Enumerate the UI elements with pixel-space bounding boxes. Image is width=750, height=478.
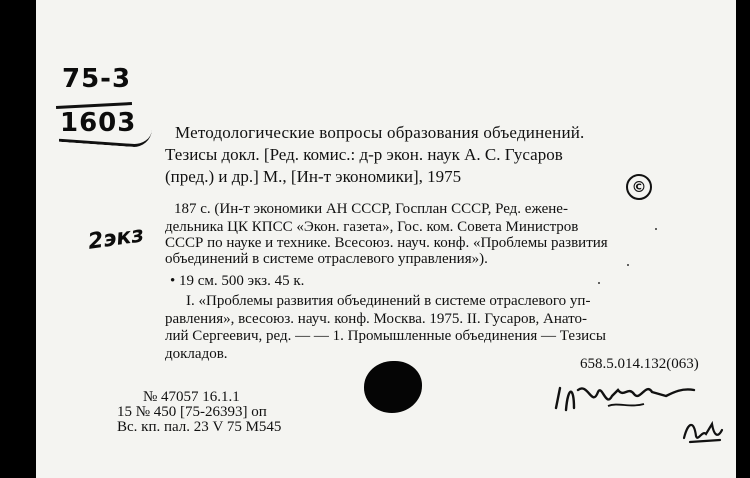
entry-line-3: (пред.) и др.] М., [Ин-т экономики], 1975 [165, 167, 462, 186]
scan-edge [736, 0, 750, 478]
footer-line-1: № 47057 16.1.1 [143, 389, 240, 405]
shelfmark-top: 75-3 [62, 64, 132, 94]
udc-code: 658.5.014.132(063) [580, 356, 699, 372]
entry-line-11: лий Сергеевич, ред. — — 1. Промышленные объединения — Тезисы [165, 328, 606, 344]
entry-line-4: 187 с. (Ин-т экономики АН СССР, Госплан СССР, Ред. еженe- [174, 201, 568, 217]
shelfmark-bottom: 1603 [60, 108, 137, 138]
shelfmark-underline [59, 105, 153, 148]
speck [655, 228, 657, 230]
entry-title: Методологические вопросы образования объединений. [175, 123, 585, 142]
entry-line-10: равления», всесоюз. науч. конф. Москва. 1975. II. Гусаров, Анато- [165, 311, 588, 327]
entry-line-7: объединений в системе отраслевого управления»). [165, 251, 488, 267]
footer-line-2: 15 № 450 [75-26393] оп [117, 404, 267, 420]
entry-line-9: I. «Проблемы развития объединений в системе отраслевого уп- [186, 293, 591, 309]
speck [598, 282, 600, 284]
speck [627, 264, 629, 266]
signature-scrawl [548, 378, 698, 418]
entry-line-8: • 19 см. 500 экз. 45 к. [170, 273, 305, 289]
entry-line-12: докладов. [165, 346, 228, 362]
entry-line-5: дельника ЦК КПСС «Экон. газета», Гос. ком. Совета Министров [165, 219, 579, 235]
margin-note: 2экз [86, 222, 146, 255]
entry-line-6: СССР по науке и технике. Всесоюз. науч. конф. «Проблемы развития [165, 235, 608, 251]
entry-line-2: Тезисы докл. [Ред. комис.: д-р экон. наук А. С. Гусаров [165, 145, 563, 164]
footer-line-3: Вс. кп. пал. 23 V 75 М545 [117, 419, 282, 435]
initials-scrawl [680, 412, 724, 446]
copyright-mark: © [626, 174, 652, 200]
